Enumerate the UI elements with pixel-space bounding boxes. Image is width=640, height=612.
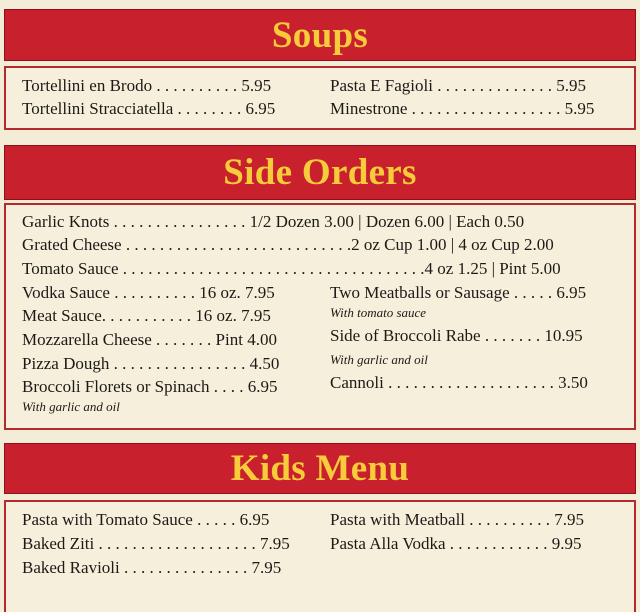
side-orders-section — [4, 203, 636, 430]
menu-item: Tomato Sauce . . . . . . . . . . . . . . . . . . . . . . . . . . . . . . . . . . . .4 oz 1.25 | Pint 5.00 — [22, 259, 561, 278]
soups-section — [4, 66, 636, 130]
menu-item: Pizza Dough . . . . . . . . . . . . . . . . 4.50 — [22, 354, 280, 373]
menu-item-note: With garlic and oil — [22, 399, 120, 414]
kids-menu-title: Kids Menu — [230, 448, 410, 489]
menu-item: Meat Sauce. . . . . . . . . . . 16 oz. 7.95 — [22, 306, 271, 325]
menu-item: Baked Ziti . . . . . . . . . . . . . . . . . . . 7.95 — [22, 534, 290, 553]
menu-item: Mozzarella Cheese . . . . . . . Pint 4.00 — [22, 330, 277, 349]
menu-item: Pasta with Tomato Sauce . . . . . 6.95 — [22, 510, 270, 529]
menu-item: Baked Ravioli . . . . . . . . . . . . . . . 7.95 — [22, 558, 282, 577]
menu-item: Minestrone . . . . . . . . . . . . . . . . . . 5.95 — [330, 99, 595, 118]
kids-menu-section — [4, 500, 636, 612]
side-orders-title: Side Orders — [223, 152, 417, 193]
menu-item-note: With garlic and oil — [330, 352, 428, 367]
menu-item: Pasta with Meatball . . . . . . . . . . 7.95 — [330, 510, 585, 529]
menu-item: Grated Cheese . . . . . . . . . . . . . . . . . . . . . . . . . . .2 oz Cup 1.00 | 4 oz Cup 2.00 — [22, 235, 554, 254]
menu-item: Tortellini Stracciatella . . . . . . . . 6.95 — [22, 99, 276, 118]
menu-item: Pasta E Fagioli . . . . . . . . . . . . . . 5.95 — [330, 76, 586, 95]
menu-item: Broccoli Florets or Spinach . . . . 6.95 — [22, 377, 278, 396]
menu-item: Vodka Sauce . . . . . . . . . . 16 oz. 7.95 — [22, 283, 275, 302]
kids-menu-header — [4, 443, 636, 494]
menu-item-note: With tomato sauce — [330, 305, 427, 320]
menu-item: Pasta Alla Vodka . . . . . . . . . . . . 9.95 — [330, 534, 582, 553]
menu-item: Cannoli . . . . . . . . . . . . . . . . . . . . 3.50 — [330, 373, 588, 392]
side-orders-header — [4, 145, 636, 200]
soups-header — [4, 9, 636, 61]
menu-item: Garlic Knots . . . . . . . . . . . . . . . . 1/2 Dozen 3.00 | Dozen 6.00 | Each 0.50 — [22, 212, 525, 231]
menu-item: Side of Broccoli Rabe . . . . . . . 10.95 — [330, 326, 583, 345]
menu-item: Two Meatballs or Sausage . . . . . 6.95 — [330, 283, 587, 302]
soups-title: Soups — [271, 14, 369, 56]
menu-item: Tortellini en Brodo . . . . . . . . . . 5.95 — [22, 76, 272, 95]
